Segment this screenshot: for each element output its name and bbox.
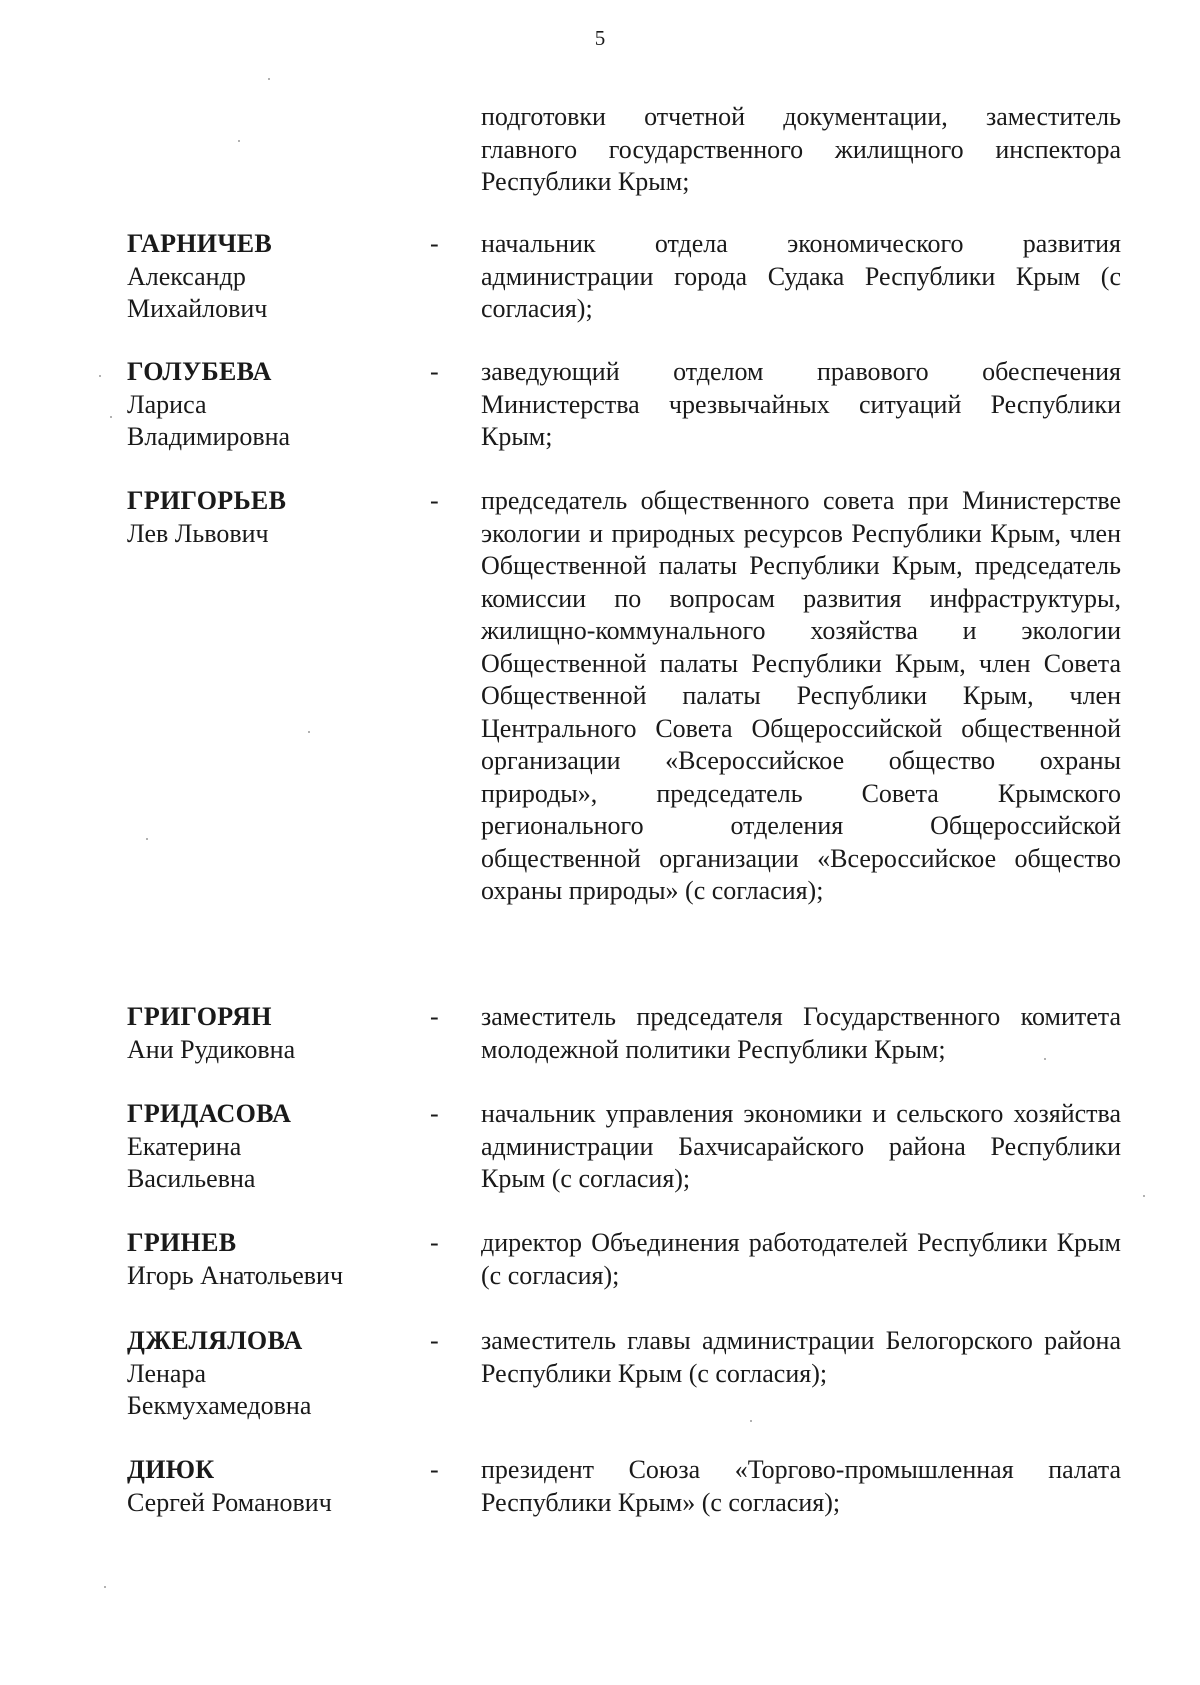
member-position: заместитель председателя Государственного комитета молодежной политики Республики Крым;	[481, 1002, 1121, 1064]
member-name	[127, 1001, 427, 1066]
member-surname: ГАРНИЧЕВ	[127, 229, 272, 258]
member-given-names: Ани Рудиковна	[127, 1034, 296, 1064]
member-given-names: Игорь Анатольевич	[127, 1260, 344, 1290]
member-name	[127, 1227, 427, 1292]
member-dash: -	[430, 1002, 439, 1031]
member-given-names: Ленара Бекмухамедовна	[127, 1358, 312, 1420]
member-surname: ГРИДАСОВА	[127, 1099, 292, 1128]
scan-speck	[308, 731, 310, 733]
scan-speck	[238, 140, 240, 142]
member-given-names: Александр Михайлович	[127, 261, 268, 323]
member-position: заместитель главы администрации Белогорского района Республики Крым (с согласия);	[481, 1326, 1121, 1388]
member-given-names: Сергей Романович	[127, 1487, 332, 1517]
member-position: председатель общественного совета при Министерстве экологии и природных ресурсов Республики Крым, член Общественной палаты Республики Крым, председатель комиссии по вопросам развития инфраструктуры, жилищно-коммунального хозяйства и экологии Общественной палаты Республики Крым, член Совета Общественной палаты Республики Крым, член Центрального Совета Общероссийской общественной организации «Всероссийское общество охраны природы», председатель Совета Крымского регионального отделения Общероссийской общественной организации «Всероссийское общество охраны природы» (с согласия);	[481, 486, 1121, 905]
member-dash: -	[430, 486, 439, 515]
member-dash: -	[430, 357, 439, 386]
member-surname: ДИЮК	[127, 1455, 215, 1484]
member-dash: -	[430, 1326, 439, 1355]
member-surname: ДЖЕЛЯЛОВА	[127, 1326, 303, 1355]
member-position: директор Объединения работодателей Республики Крым (с согласия);	[481, 1228, 1121, 1290]
member-position: президент Союза «Торгово-промышленная палата Республики Крым» (с согласия);	[481, 1455, 1121, 1517]
scan-speck	[146, 838, 148, 840]
member-surname: ГОЛУБЕВА	[127, 357, 272, 386]
member-dash: -	[430, 1455, 439, 1484]
member-name	[127, 228, 427, 326]
member-position: начальник управления экономики и сельского хозяйства администрации Бахчисарайского района Республики Крым (с согласия);	[481, 1099, 1121, 1193]
member-given-names: Екатерина Васильевна	[127, 1131, 256, 1193]
member-surname: ГРИГОРЯН	[127, 1002, 272, 1031]
page-number: 5	[594, 26, 606, 50]
member-name	[127, 1454, 427, 1519]
member-surname: ГРИГОРЬЕВ	[127, 486, 287, 515]
member-name	[127, 1098, 427, 1196]
scan-speck	[268, 78, 270, 80]
member-position: начальник отдела экономического развития администрации города Судака Республики Крым (с согласия);	[481, 229, 1121, 323]
scan-speck	[1044, 1058, 1046, 1060]
member-position: заведующий отделом правового обеспечения Министерства чрезвычайных ситуаций Республики Крым;	[481, 357, 1121, 451]
scan-speck	[110, 416, 112, 418]
member-name	[127, 1325, 427, 1423]
member-dash: -	[430, 1099, 439, 1128]
scan-speck	[750, 1420, 752, 1422]
scan-speck	[1143, 1195, 1145, 1197]
continuation-text: подготовки отчетной документации, заместитель главного государственного жилищного инспектора Республики Крым;	[481, 102, 1121, 196]
member-dash: -	[430, 1228, 439, 1257]
member-name	[127, 356, 427, 454]
member-given-names: Лариса Владимировна	[127, 389, 291, 451]
member-dash: -	[430, 229, 439, 258]
scan-speck	[99, 375, 101, 377]
scan-speck	[104, 1586, 106, 1588]
member-surname: ГРИНЕВ	[127, 1228, 237, 1257]
member-name	[127, 485, 427, 550]
member-given-names: Лев Львович	[127, 518, 269, 548]
